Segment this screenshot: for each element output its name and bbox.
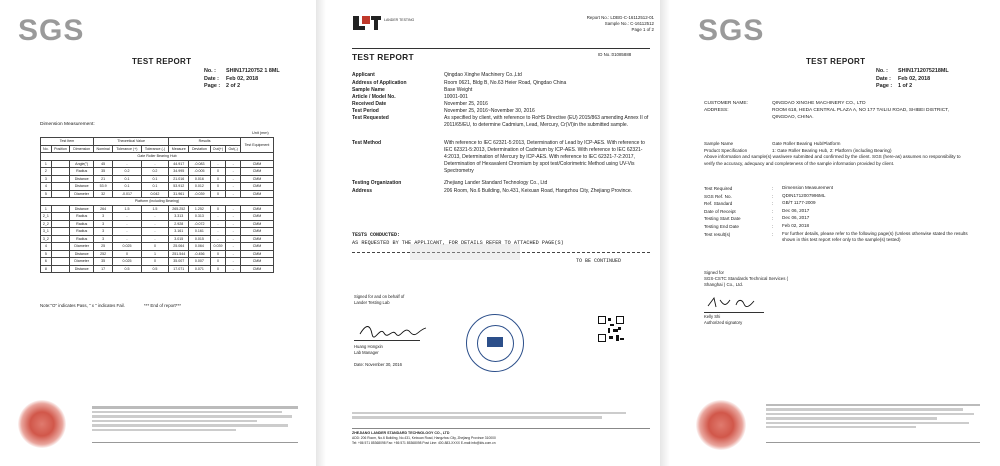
field-value: 206 Room, No.6 Building, No.431, Keixuan Road, Hangzhou City, Zhejiang Province.: [444, 188, 633, 194]
field-label: Testing Organization: [352, 180, 402, 186]
footer-rule: [92, 442, 298, 443]
info-separator: :: [772, 186, 774, 191]
table-cell: 0: [210, 205, 226, 213]
table-cell: -: [113, 228, 142, 236]
report-meta: No. : SHIN1712075218ML Date : Feb 02, 2018 Page : 1 of 2: [876, 68, 949, 90]
subheader-cell: Platform (including Bearing): [41, 198, 274, 206]
customer-block: CUSTOMER NAME: QINGDAO XINGHE MACHINERY CO., LTD ADDRESS: ROOM 618, HEDA CENTRAL PLAZA A, NO 177 TAILIU ROAD, SHIBEI DISTRICT, QINGDAO, CHINA.: [704, 101, 949, 120]
table-cell: -: [226, 183, 241, 191]
watermark: [410, 244, 520, 260]
column-header: No.: [41, 145, 52, 153]
signature-block: Signed for and on behalf of Lander Testing Lab: [354, 294, 405, 305]
table-cell: 0.007: [189, 258, 210, 266]
table-cell: 251.544: [169, 250, 189, 258]
table-cell: 32: [94, 190, 113, 198]
table-cell: -: [113, 160, 142, 168]
column-header: Tolerance (-): [141, 145, 168, 153]
column-header: Tolerance (+): [113, 145, 142, 153]
table-row: [41, 175, 274, 183]
table-cell: 2_2: [41, 220, 52, 228]
table-cell: 0.1: [113, 183, 142, 191]
table-cell: 1.5: [113, 205, 142, 213]
table-cell: Diameter: [70, 243, 94, 251]
table-cell: -: [226, 228, 241, 236]
table-cell: 264: [94, 205, 113, 213]
table-cell: 3: [94, 220, 113, 228]
table-cell: 0.1: [141, 183, 168, 191]
table-cell: 35: [94, 258, 113, 266]
test-info: [704, 185, 972, 243]
signer-info: Kelly Shi Authorized signatory: [704, 314, 743, 325]
table-cell: 0.025: [113, 258, 142, 266]
table-cell: Radius: [70, 228, 94, 236]
info-label: Test Required: [704, 186, 733, 191]
section-heading: Dimension Measurement:: [40, 122, 95, 127]
column-header: Position: [51, 145, 70, 153]
table-cell: -: [226, 175, 241, 183]
info-label: Ref. Standard: [704, 201, 733, 207]
sample-block: Sample Name Gate Roller Bearing Hub/Platform Product Specification 1: Gate Roller Bearing Hub, 2: Platform (including Bearing) Above information and sample(s) was/were submitted and confirmed by the client. SGS (here-as) assumes no responsibility to verify the accuracy, adequacy and completeness of the sample information provided by client.: [704, 141, 961, 166]
table-cell: 6: [41, 258, 52, 266]
unit-label: Unit (mm): [252, 131, 269, 135]
table-cell: -: [113, 220, 142, 228]
table-cell: 53.912: [169, 183, 189, 191]
table-cell: 0: [141, 258, 168, 266]
table-cell: -: [226, 258, 241, 266]
table-cell: 3_2: [41, 235, 52, 243]
table-cell: Angle(°): [70, 160, 94, 168]
table-cell: -: [226, 205, 241, 213]
table-cell: 1: [41, 160, 52, 168]
table-cell: -: [226, 220, 241, 228]
table-cell: [51, 205, 70, 213]
to-be-continued: TO BE CONTINUED: [576, 258, 622, 264]
column-header: Out(-): [226, 145, 241, 153]
table-cell: -0.456: [189, 250, 210, 258]
table-cell: 0.064: [189, 243, 210, 251]
table-cell: CMM: [241, 213, 274, 221]
table-cell: -: [210, 213, 226, 221]
table-cell: 0.015: [189, 235, 210, 243]
table-cell: 0: [210, 258, 226, 266]
info-value: Feb 02, 2018: [782, 222, 810, 228]
table-cell: -: [226, 243, 241, 251]
table-cell: -0.083: [189, 160, 210, 168]
info-value: Dec 06, 2017: [782, 215, 810, 221]
table-cell: -: [226, 213, 241, 221]
table-cell: -: [226, 250, 241, 258]
dimension-table: [40, 137, 274, 273]
table-cell: -: [226, 168, 241, 176]
table-cell: 17.071: [169, 265, 189, 273]
as-requested-line: AS REQUESTED BY THE APPLICANT, FOR DETAILS REFER TO ATTACHED PAGE(S): [352, 240, 564, 246]
info-row: [704, 200, 972, 208]
info-value: QDIN1712007996ML: [782, 192, 826, 198]
signature-block: Signed for SGS-CSTC Standards Technical Services ( Shanghai ) Co., Ltd.: [704, 270, 789, 287]
info-value: Dec 06, 2017: [782, 207, 810, 213]
column-header: Dimension: [70, 145, 94, 153]
footer-address: ADD: 206 Room, No.6 Building, No.431, Keixuan Road, Hangzhou City, Zhejiang Province 310000: [352, 436, 496, 440]
lander-logo-text: LANDER TESTING: [384, 18, 415, 22]
field-value: November 25, 2016~November 30, 2016: [444, 108, 535, 114]
table-cell: 0.042: [141, 190, 168, 198]
report-meta: No. : SHIN17120752 1 8ML Date : Feb 02, 2018 Page : 2 of 2: [204, 68, 280, 90]
field-label: Test Period: [352, 108, 379, 114]
table-cell: -: [113, 235, 142, 243]
id-number: ID No.:01085888: [598, 52, 632, 57]
table-cell: 0: [113, 250, 142, 258]
table-cell: Radius: [70, 168, 94, 176]
info-label: Testing End Date: [704, 223, 739, 229]
table-cell: 0.313: [189, 213, 210, 221]
table-row: [41, 183, 274, 191]
group-header: Test Equipment: [241, 138, 274, 153]
table-cell: [51, 243, 70, 251]
table-cell: -: [210, 235, 226, 243]
table-subheader: [41, 153, 274, 161]
table-cell: 0.016: [189, 175, 210, 183]
table-cell: 0.5: [113, 265, 142, 273]
footer-contact: Tel: +86 571 85368098 Fax: +86 571 85368098 Post Line: 400-883-XXXX E-mail:info@lds.com.cn: [352, 441, 496, 445]
table-cell: [51, 250, 70, 258]
sgs-logo: SGS: [698, 14, 765, 47]
table-cell: 21.016: [169, 175, 189, 183]
table-cell: Distance: [70, 183, 94, 191]
table-cell: 21: [94, 175, 113, 183]
column-header: Out(+): [210, 145, 226, 153]
field-value: With reference to IEC 62321-5:2013, Determination of Lead by ICP-AES. With reference to IEC 62321-5:2013, Determination of Cadmium by ICP-AES. With reference to IEC 62321-4:2013, Determination of Mercury by ICP-AES. With reference to IEC 62321-7-2:2017, Determination of Hexavalent Chromium by spot test/Colorimetric Method using UV-Vis Spectrometry: [444, 140, 645, 174]
page-gap: [316, 0, 326, 466]
table-row: [41, 228, 274, 236]
table-cell: CMM: [241, 175, 274, 183]
table-row: [41, 190, 274, 198]
table-cell: -: [141, 235, 168, 243]
footer-disclaimer: [92, 404, 298, 433]
table-cell: 17: [94, 265, 113, 273]
lander-logo: [352, 14, 382, 34]
table-cell: -: [141, 220, 168, 228]
table-cell: 0.025: [113, 243, 142, 251]
table-cell: 45: [94, 160, 113, 168]
footer-rule: [766, 442, 980, 443]
table-cell: 3: [41, 175, 52, 183]
table-cell: 0: [141, 243, 168, 251]
table-cell: 35: [94, 168, 113, 176]
table-cell: 265.252: [169, 205, 189, 213]
table-cell: 35.007: [169, 258, 189, 266]
info-row: [704, 208, 972, 216]
field-value: November 25, 2016: [444, 101, 488, 107]
table-cell: -: [210, 160, 226, 168]
table-cell: -: [226, 190, 241, 198]
table-cell: 3.161: [169, 228, 189, 236]
info-separator: :: [772, 201, 774, 207]
table-cell: [51, 265, 70, 273]
table-cell: CMM: [241, 243, 274, 251]
table-row: [41, 213, 274, 221]
info-value: For further details, please refer to the following page(s) (Unless otherwise stated the results shown in this test report refer only to the sample(s) tested): [782, 230, 968, 242]
table-cell: -0.039: [189, 190, 210, 198]
info-separator: :: [772, 208, 774, 214]
table-row: [41, 220, 274, 228]
table-cell: 2: [41, 168, 52, 176]
table-cell: 0: [210, 190, 226, 198]
field-label: Received Date: [352, 101, 387, 107]
info-row: [704, 193, 972, 201]
table-cell: 34.995: [169, 168, 189, 176]
info-row: [704, 223, 972, 231]
table-cell: 31.961: [169, 190, 189, 198]
table-cell: 0: [210, 168, 226, 176]
table-cell: Diameter: [70, 190, 94, 198]
table-cell: 4: [41, 243, 52, 251]
table-cell: -: [226, 235, 241, 243]
table-cell: [51, 190, 70, 198]
column-header: Measure: [169, 145, 189, 153]
field-value: Base Weight: [444, 87, 473, 93]
field-label: Test Method: [352, 140, 382, 146]
table-cell: CMM: [241, 258, 274, 266]
info-label: Date of Receipt: [704, 208, 736, 214]
table-cell: CMM: [241, 160, 274, 168]
table-cell: -: [141, 213, 168, 221]
table-cell: Diameter: [70, 258, 94, 266]
lander-seal-stamp: [466, 314, 524, 372]
table-cell: 0: [210, 183, 226, 191]
info-row: [704, 185, 972, 193]
report-date: Date: November 30, 2016: [354, 362, 402, 367]
footer-rule: [352, 428, 650, 429]
table-row: [41, 258, 274, 266]
table-cell: CMM: [241, 228, 274, 236]
table-cell: 25: [94, 243, 113, 251]
field-label: Address of Application: [352, 80, 407, 86]
info-value: GB/T 1177-2009: [782, 200, 816, 206]
table-cell: 3: [94, 228, 113, 236]
info-label: Test result(s): [704, 231, 731, 237]
report-page-1-of-2: [680, 0, 998, 466]
footer-disclaimer: [766, 402, 980, 430]
field-label: Applicant: [352, 72, 375, 78]
info-separator: :: [772, 231, 774, 237]
field-label: Test Requested: [352, 115, 389, 121]
table-cell: -0.072: [189, 220, 210, 228]
header-rule: [352, 48, 650, 49]
column-header: Deviation: [189, 145, 210, 153]
table-row: [41, 265, 274, 273]
sgs-logo: SGS: [18, 14, 85, 47]
table-cell: 2_1: [41, 213, 52, 221]
signature-line: [704, 312, 764, 313]
page-title: TEST REPORT: [132, 57, 192, 66]
field-value: 10001-001: [444, 94, 468, 100]
report-header-info: Report No.: LDBG-C-16112512-01 Sample No.: C-16112512 Page 1 of 2: [586, 15, 654, 32]
table-cell: [51, 235, 70, 243]
table-cell: 0.5: [141, 265, 168, 273]
table-cell: 53.9: [94, 183, 113, 191]
table-cell: 3.015: [169, 235, 189, 243]
table-cell: CMM: [241, 265, 274, 273]
table-cell: CMM: [241, 250, 274, 258]
table-cell: [51, 220, 70, 228]
info-separator: :: [772, 216, 774, 222]
info-label: Testing Start Date: [704, 216, 741, 222]
table-cell: -0.017: [113, 190, 142, 198]
info-separator: :: [772, 193, 774, 199]
table-cell: 44.917: [169, 160, 189, 168]
table-cell: -: [210, 220, 226, 228]
group-header: Test Item: [41, 138, 94, 146]
field-label: Article / Model No.: [352, 94, 396, 100]
footer-disclaimer: [352, 410, 650, 421]
footer-company: ZHEJIANG LANDER STANDARD TECHNOLOGY CO., LTD: [352, 431, 450, 435]
report-page-2-of-2: [0, 0, 316, 466]
table-cell: 1.252: [189, 205, 210, 213]
field-label: Address: [352, 188, 373, 194]
table-cell: Distance: [70, 205, 94, 213]
table-cell: 4: [41, 183, 52, 191]
page-title: TEST REPORT: [352, 52, 414, 62]
lander-logo-icon: [352, 14, 382, 34]
table-cell: -: [210, 228, 226, 236]
table-cell: 0.039: [210, 243, 226, 251]
field-value: Room 0621, Bldg B, No.63 Heier Road, Qingdao China: [444, 80, 567, 86]
table-cell: 0.1: [141, 175, 168, 183]
field-value: Zhejiang Lander Standard Technology Co., Ltd: [444, 180, 548, 186]
group-header: Results: [169, 138, 241, 146]
field-label: Sample Name: [352, 87, 385, 93]
table-cell: 0.161: [189, 228, 210, 236]
info-row: [704, 215, 972, 223]
table-cell: CMM: [241, 168, 274, 176]
table-cell: [51, 258, 70, 266]
table-cell: 3_1: [41, 228, 52, 236]
table-row: [41, 168, 274, 176]
info-label: SGS Ref. No.: [704, 193, 732, 199]
table-cell: CMM: [241, 183, 274, 191]
table-cell: 8: [41, 265, 52, 273]
table-cell: 0.071: [189, 265, 210, 273]
table-cell: 0: [210, 250, 226, 258]
handwritten-signature: [706, 296, 756, 310]
table-cell: -: [141, 160, 168, 168]
table-row: [41, 243, 274, 251]
field-value: As specified by client, with reference to RoHS Directive (EU) 2015/863 amending Annex II of 2011/65/EU, to determine Cadmium, Lead, Mercury, Cr(VI)in the submitted sample.: [444, 115, 649, 128]
group-header: Theoretical Value: [94, 138, 169, 146]
page-title: TEST REPORT: [806, 57, 866, 66]
field-value: Qingdao Xinghe Machinery Co.,Ltd: [444, 72, 522, 78]
table-cell: -: [226, 160, 241, 168]
table-cell: 0: [210, 265, 226, 273]
table-cell: Distance: [70, 250, 94, 258]
table-cell: 1.5: [141, 205, 168, 213]
table-cell: [51, 183, 70, 191]
info-row: [704, 231, 972, 243]
table-row: [41, 205, 274, 213]
table-cell: 0.012: [189, 183, 210, 191]
table-cell: -0.005: [189, 168, 210, 176]
table-cell: [51, 213, 70, 221]
table-row: [41, 235, 274, 243]
table-cell: 5: [41, 250, 52, 258]
table-row: [41, 160, 274, 168]
table-cell: 3: [94, 213, 113, 221]
seal-stamp: [18, 400, 66, 448]
tests-conducted: TESTS CONDUCTED:: [352, 232, 401, 238]
table-cell: Distance: [70, 265, 94, 273]
table-cell: -: [226, 265, 241, 273]
table-cell: Radius: [70, 235, 94, 243]
table-cell: 3: [94, 235, 113, 243]
table-cell: -: [141, 228, 168, 236]
table-row: [41, 250, 274, 258]
table-note: Note:"O" indicates Pass, " x " indicates Fail. *** End of report***: [40, 303, 181, 308]
table-cell: CMM: [241, 190, 274, 198]
table-cell: Radius: [70, 220, 94, 228]
signature-line: [354, 340, 420, 341]
table-cell: 0.2: [141, 168, 168, 176]
table-cell: -: [113, 213, 142, 221]
table-cell: 0.2: [113, 168, 142, 176]
qr-code: [598, 316, 624, 342]
table-cell: Radius: [70, 213, 94, 221]
lander-report-page: [340, 0, 660, 466]
info-separator: :: [772, 223, 774, 229]
table-cell: CMM: [241, 235, 274, 243]
table-cell: CMM: [241, 205, 274, 213]
table-cell: CMM: [241, 220, 274, 228]
table-subheader: [41, 198, 274, 206]
table-cell: 1: [141, 250, 168, 258]
table-cell: 25.064: [169, 243, 189, 251]
subheader-cell: Gate Roller Bearing Hub: [41, 153, 274, 161]
table-cell: [51, 168, 70, 176]
table-cell: 0.1: [113, 175, 142, 183]
table-cell: Distance: [70, 175, 94, 183]
table-cell: 1: [41, 205, 52, 213]
table-cell: 0: [210, 175, 226, 183]
seal-stamp: [696, 400, 746, 450]
table-cell: 3.313: [169, 213, 189, 221]
page-gap: [660, 0, 670, 466]
table-cell: 252: [94, 250, 113, 258]
table-cell: [51, 228, 70, 236]
table-cell: [51, 160, 70, 168]
table-cell: 2.928: [169, 220, 189, 228]
table-cell: 5: [41, 190, 52, 198]
handwritten-signature: [358, 322, 428, 338]
signer-info: Huang Hongxin Lab Manager: [354, 344, 383, 355]
column-header: Nominal: [94, 145, 113, 153]
table-cell: [51, 175, 70, 183]
info-value: Dimension Measurement: [782, 185, 834, 190]
